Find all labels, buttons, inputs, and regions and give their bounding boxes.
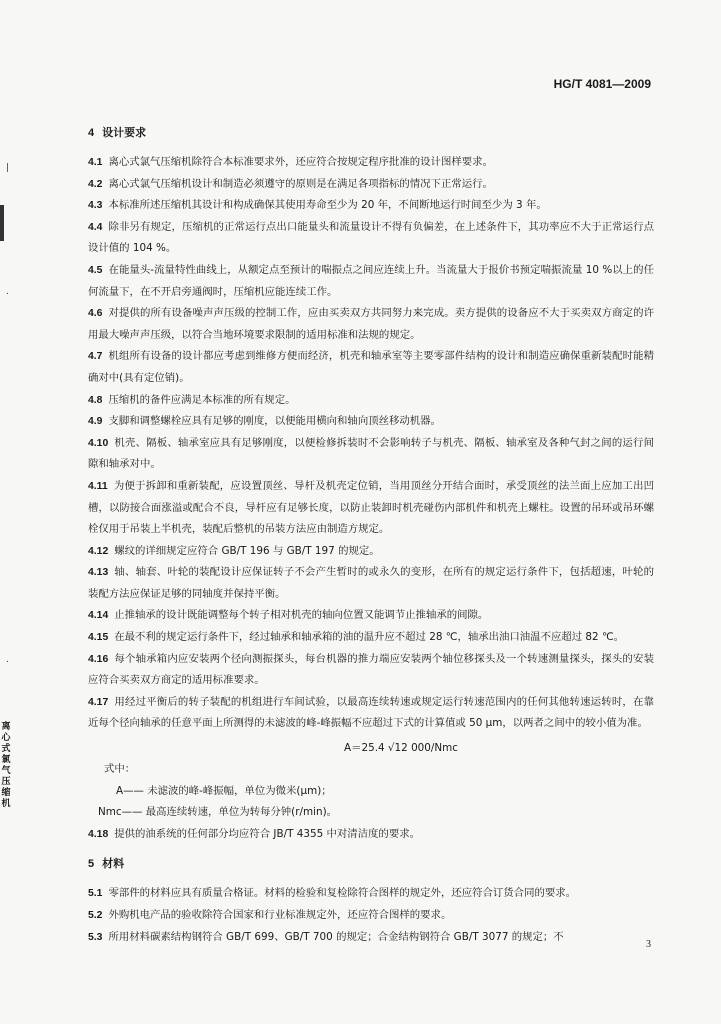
- clause-text: 压缩机的备件应满足本标准的所有规定。: [108, 393, 296, 406]
- section-title: 材料: [102, 857, 125, 871]
- clause-text: 支脚和调整螺栓应具有足够的刚度，以便能用横向和轴向顶丝移动机器。: [108, 415, 441, 428]
- clause-number: 4.6: [88, 308, 103, 320]
- clause-number: 4.1: [88, 157, 103, 168]
- section-heading-4: [88, 122, 654, 144]
- definition-a: A—— 未滤波的峰-峰振幅，单位为微米(μm)；: [116, 784, 332, 797]
- section-number: 5: [88, 858, 95, 871]
- clause-number: 5.2: [88, 910, 103, 921]
- section-5-clauses: [88, 883, 654, 948]
- clause: [88, 692, 654, 735]
- clause-number: 4.13: [88, 567, 109, 579]
- binding-mark: [0, 205, 4, 241]
- clause-text: 所用材料碳素结构钢符合 GB/T 699、GB/T 700 的规定；合金结构钢符合 GB/T 3077 的规定；不: [108, 930, 564, 943]
- clause: [88, 905, 654, 927]
- clause: [88, 541, 654, 563]
- clause-text: 离心式氯气压缩机设计和制造必须遵守的原则是在满足各项指标的情况下正常运行。: [108, 177, 493, 190]
- section-title: 设计要求: [102, 126, 147, 139]
- clause-text: 本标准所述压缩机其设计和构成确保其使用寿命至少为 20 年，不间断地运行时间至少为 3 年。: [108, 199, 547, 212]
- clause: [88, 390, 654, 412]
- clause-text: 外购机电产品的验收除符合国家和行业标准规定外，还应符合图样的要求。: [108, 909, 452, 921]
- clause-number: 4.14: [88, 610, 109, 622]
- clause-number: 4.4: [88, 221, 103, 233]
- section-number: 4: [88, 127, 95, 139]
- clause-text: 在能量头-流量特性曲线上，从额定点至预计的喘振点之间应连续上升。当流量大于报价书预定喘振流量 10 %以上的任何流量下，在不开启旁通阀时，压缩机应能连续工作。: [88, 263, 654, 298]
- clause-number: 4.15: [88, 632, 109, 644]
- clause: [88, 649, 654, 692]
- clause: [88, 627, 654, 649]
- clause: [88, 476, 654, 541]
- vibration-formula: A＝25.4 √12 000/Nmc: [343, 742, 459, 755]
- clause-text: 机组所有设备的设计都应考虑到维修方便而经济，机壳和轴承室等主要零部件结构的设计和制造应确保重新装配时能精确对中(具有定位销)。: [88, 350, 654, 384]
- clause-number: 4.9: [88, 416, 103, 428]
- clause-text: 每个轴承箱内应安装两个径向测振探头，每台机器的推力端应安装两个轴位移探头及一个转速测量探头，探头的安装应符合买卖双方商定的适用标准要求。: [88, 652, 654, 687]
- document-body: [88, 118, 654, 948]
- clause-text: 在最不利的规定运行条件下，经过轴承和轴承箱的油的温升应不超过 28 ℃，轴承出油口油温不应超过 82 ℃。: [114, 631, 625, 644]
- clause: [88, 605, 654, 627]
- clause: [88, 824, 654, 846]
- definitions-intro: 式中：: [104, 763, 136, 776]
- margin-tick: .: [6, 655, 9, 665]
- clause-text: 止推轴承的设计既能调整每个转子相对机壳的轴向位置又能调节止推轴承的间隙。: [114, 609, 489, 622]
- clause-number: 4.11: [88, 480, 108, 492]
- clause-number: 4.17: [88, 696, 109, 708]
- clause-number: 4.10: [88, 437, 109, 449]
- sidebar-vertical-text: 离心式氯气压缩机: [1, 722, 11, 809]
- clause: [88, 260, 654, 303]
- margin-tick: |: [6, 163, 10, 173]
- clause: [88, 883, 654, 905]
- section-heading-5: [88, 853, 654, 875]
- page-number: 3: [646, 939, 651, 950]
- clause-number: 4.7: [88, 351, 103, 363]
- clause-text: 离心式氯气压缩机除符合本标准要求外，还应符合按规定程序批准的设计图样要求。: [108, 156, 493, 168]
- clause-number: 4.8: [88, 394, 103, 406]
- margin-tick: .: [6, 287, 9, 297]
- clause-text: 对提供的所有设备噪声声压级的控制工作，应由买卖双方共同努力来完成。卖方提供的设备应不大于买卖双方商定的许用最大噪声声压级，以符合当地环境要求限制的适用标准和法规的规定。: [88, 307, 654, 341]
- clause: [88, 195, 654, 217]
- clause-number: 4.2: [88, 178, 103, 190]
- clause: [88, 411, 654, 433]
- clause-text: 为便于拆卸和重新装配，应设置顶丝、导杆及机壳定位销，当用顶丝分开结合面时，承受顶丝的法兰面上应加工出凹槽，以防接合面涨溢或配合不良，导杆应有足够长度，以防止装卸时机壳碰伤内部机件和机壳上螺柱。设置的吊环或吊环螺栓仅用于吊装上半机壳，装配后整机的吊装方法应由制造方规定。: [88, 479, 654, 536]
- clause-text: 轴、轴套、叶轮的装配设计应保证转子不会产生暂时的或永久的变形，在所有的规定运行条件下，包括超速，叶轮的装配方法应保证足够的同轴度并保持平衡。: [88, 566, 654, 600]
- clause-text: 机壳、隔板、轴承室应具有足够刚度，以便检修拆装时不会影响转子与机壳、隔板、轴承室及各种气封之间的运行间隙和轴承对中。: [88, 436, 654, 471]
- clause-text: 零部件的材料应具有质量合格证。材料的检验和复检除符合图样的规定外，还应符合订货合同的要求。: [108, 887, 577, 900]
- clause: [88, 562, 654, 605]
- clause-text: 螺纹的详细规定应符合 GB/T 196 与 GB/T 197 的规定。: [114, 544, 380, 557]
- standard-number-header: HG/T 4081—2009: [553, 77, 651, 91]
- clause-number: 4.12: [88, 545, 109, 557]
- clause: [88, 927, 654, 949]
- clause-number: 4.5: [88, 264, 103, 276]
- clause: [88, 217, 654, 260]
- clause-number: 4.16: [88, 653, 109, 665]
- clause: [88, 433, 654, 476]
- clause-text: 用经过平衡后的转子装配的机组进行车间试验，以最高连续转速或规定运行转速范围内的任何其他转速运转时，在靠近每个径向轴承的任意平面上所测得的未滤波的峰-峰振幅不应超过下式的计算值或 50 μm，以两者之间中的较小值为准。: [88, 695, 654, 730]
- clause: [88, 346, 654, 389]
- clause-text: 提供的油系统的任何部分均应符合 JB/T 4355 中对清洁度的要求。: [114, 827, 420, 840]
- clause: [88, 152, 654, 174]
- clause-number: 4.3: [88, 200, 103, 212]
- formula-definitions: [88, 759, 654, 824]
- section-4-clauses: [88, 152, 654, 735]
- clause-number: 5.3: [88, 931, 103, 943]
- clause-number: 5.1: [88, 888, 103, 900]
- clause-number: 4.18: [88, 828, 109, 840]
- clause: [88, 303, 654, 346]
- clause-text: 除非另有规定，压缩机的正常运行点出口能量头和流量设计不得有负偏差，在上述条件下，其功率应不大于正常运行点设计值的 104 %。: [88, 220, 654, 255]
- clause: [88, 174, 654, 196]
- definition-nmc: Nmc—— 最高连续转速，单位为转每分钟(r/min)。: [98, 806, 338, 819]
